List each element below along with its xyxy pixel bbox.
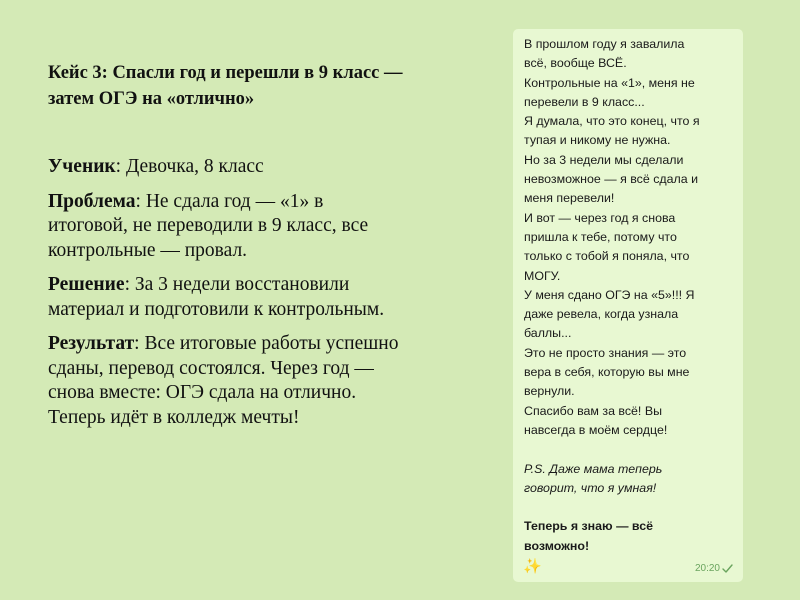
message-line: меня перевели! — [524, 191, 615, 206]
message-line: Это не просто знания — это — [524, 345, 687, 360]
check-icon — [722, 564, 733, 573]
student-value: : Девочка, 8 класс — [115, 156, 264, 177]
message-line: всё, вообще ВСЁ. — [524, 56, 627, 71]
message-line: Но за 3 недели мы сделали — [524, 152, 684, 167]
message-line: навсегда в моём сердце! — [524, 422, 668, 437]
chat-message-bubble — [513, 29, 743, 582]
message-line: перевели в 9 класс... — [524, 94, 645, 109]
result-value: : Все итоговые работы успешно сданы, перевод состоялся. Через год — снова вместе: ОГЭ сдала на отлично. Теперь идёт в колледж мечты! — [48, 333, 399, 428]
ps-line: говорит, что я умная! — [524, 480, 657, 495]
message-text — [524, 35, 739, 556]
final-line: Теперь я знаю — всё — [524, 519, 653, 534]
problem-paragraph — [48, 190, 408, 264]
message-line: пришла к тебе, потому что — [524, 229, 677, 244]
sparkle-icon: ✨ — [523, 559, 542, 575]
message-gap — [524, 498, 739, 517]
message-line: вернули. — [524, 384, 575, 399]
solution-label: Решение — [48, 274, 125, 295]
message-line: Контрольные на «1», меня не — [524, 75, 695, 90]
problem-value: : Не сдала год — «1» в итоговой, не переводили в 9 класс, все контрольные — провал. — [48, 190, 369, 261]
message-line: только с тобой я поняла, что — [524, 249, 690, 264]
student-paragraph — [48, 155, 408, 180]
case-details — [48, 155, 408, 440]
message-line: тупая и никому не нужна. — [524, 133, 671, 148]
message-line: вера в себя, которую вы мне — [524, 365, 690, 380]
result-label: Результат — [48, 333, 135, 354]
message-meta — [695, 563, 733, 574]
solution-paragraph — [48, 273, 408, 322]
ps-line: P.S. Даже мама теперь — [524, 461, 663, 476]
message-line: В прошлом году я завалила — [524, 37, 685, 51]
final-line: возможно! — [524, 538, 590, 553]
problem-label: Проблема — [48, 190, 136, 212]
message-gap — [524, 440, 739, 459]
message-line: даже ревела, когда узнала — [524, 307, 679, 322]
solution-value: : За 3 недели восстановили материал и подготовили к контрольным. — [48, 274, 385, 320]
message-line: баллы... — [524, 326, 572, 341]
message-line: МОГУ. — [524, 268, 561, 283]
message-line: Спасибо вам за всё! Вы — [524, 403, 662, 418]
message-time: 20:20 — [694, 563, 720, 574]
student-label: Ученик — [48, 156, 116, 177]
message-line: Я думала, что это конец, что я — [524, 114, 700, 129]
message-line: невозможное — я всё сдала и — [524, 172, 698, 187]
message-line: У меня сдано ОГЭ на «5»!!! Я — [524, 287, 695, 302]
message-line: И вот — через год я снова — [524, 210, 676, 225]
result-paragraph — [48, 332, 408, 430]
case-title: Кейс 3: Спасли год и перешли в 9 класс — затем ОГЭ на «отлично» — [48, 63, 403, 109]
